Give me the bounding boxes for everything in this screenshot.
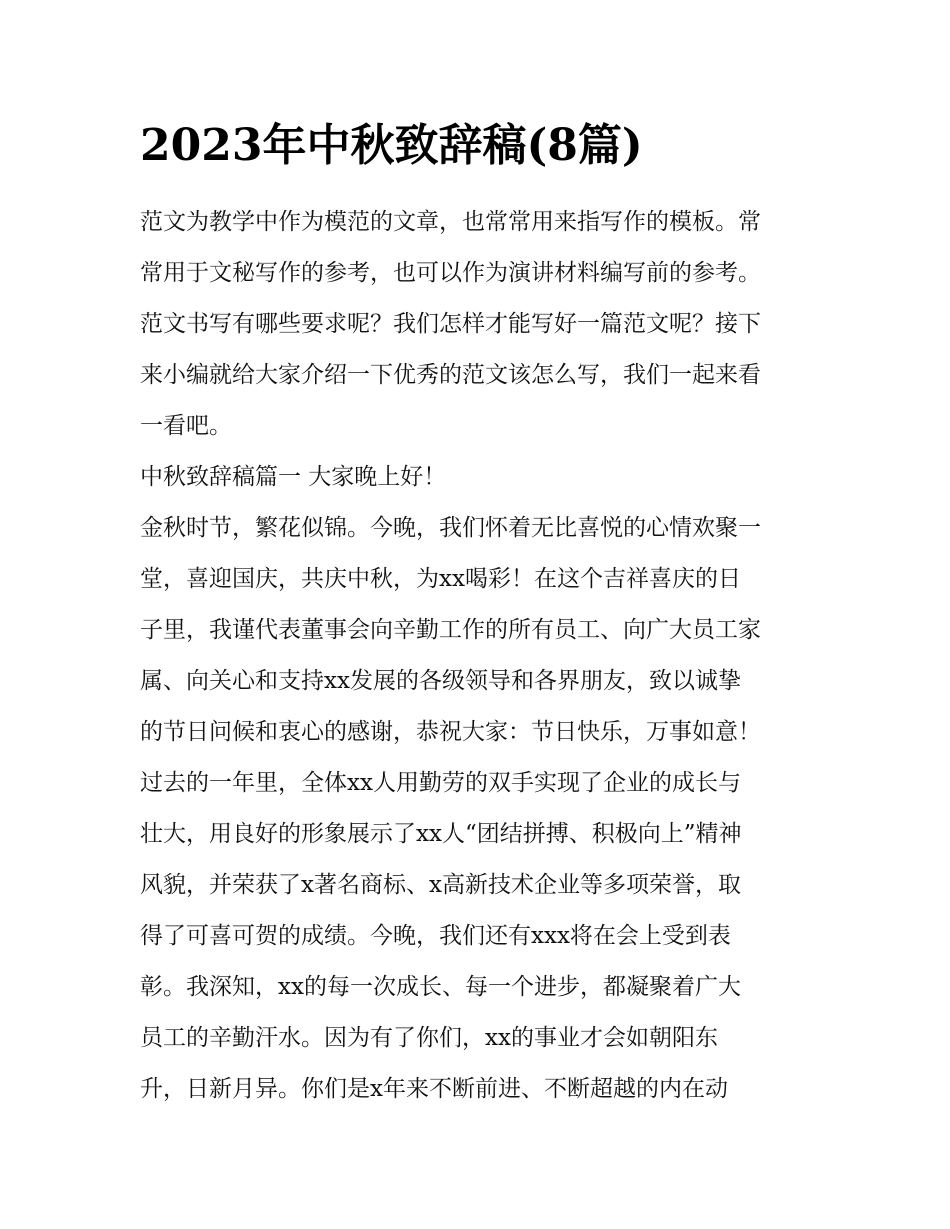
paragraph-line: 壮大，用良好的形象展示了xx人“团结拼搏、积极向上”精神: [140, 821, 742, 847]
paragraph-line: 范文为教学中作为模范的文章，也常常用来指写作的模板。常: [140, 209, 761, 235]
paragraph-line: 常用于文秘写作的参考，也可以作为演讲材料编写前的参考。: [140, 260, 761, 286]
paragraph-line: 来小编就给大家介绍一下优秀的范文该怎么写，我们一起来看: [140, 362, 761, 388]
paragraph-line: 属、向关心和支持xx发展的各级领导和各界朋友，致以诚挚: [140, 668, 741, 694]
section-heading-line: 中秋致辞稿篇一 大家晚上好！: [140, 464, 447, 490]
paragraph-line: 过去的一年里，全体xx人用勤劳的双手实现了企业的成长与: [140, 770, 741, 796]
paragraph-line: 的节日问候和衷心的感谢，恭祝大家：节日快乐，万事如意！: [140, 719, 761, 745]
paragraph-line: 一看吧。: [140, 413, 232, 439]
paragraph-line: 员工的辛勤汗水。因为有了你们，xx的事业才会如朝阳东: [140, 1025, 718, 1051]
paragraph-line: 得了可喜可贺的成绩。今晚，我们还有xxx将在会上受到表: [140, 923, 731, 949]
paragraph-line: 子里，我谨代表董事会向辛勤工作的所有员工、向广大员工家: [140, 617, 761, 643]
paragraph-line: 风貌，并荣获了x著名商标、x高新技术企业等多项荣誉，取: [140, 872, 741, 898]
paragraph-line: 彰。我深知，xx的每一次成长、每一个进步，都凝聚着广大: [140, 974, 741, 1000]
paragraph-line: 范文书写有哪些要求呢？我们怎样才能写好一篇范文呢？接下: [140, 311, 761, 337]
paragraph-line: 金秋时节，繁花似锦。今晚，我们怀着无比喜悦的心情欢聚一: [140, 515, 761, 541]
document-title: 2023年中秋致辞稿(8篇): [140, 120, 643, 171]
paragraph-line: 升，日新月异。你们是x年来不断前进、不断超越的内在动: [140, 1076, 728, 1102]
paragraph-line: 堂，喜迎国庆，共庆中秋，为xx喝彩！在这个吉祥喜庆的日: [140, 566, 741, 592]
